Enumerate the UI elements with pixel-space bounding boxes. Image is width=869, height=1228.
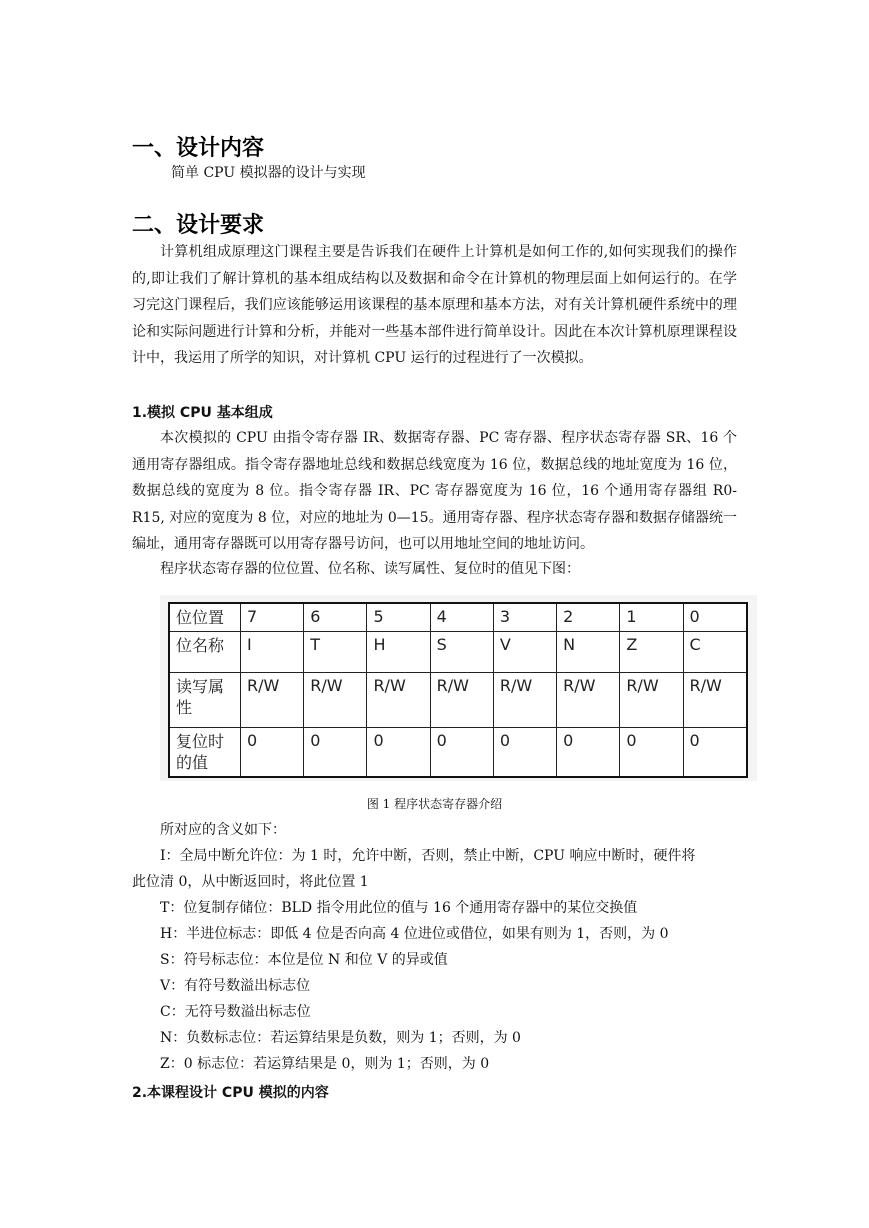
meaning-i-line2: 此位清 0，从中断返回时，将此位置 1 <box>132 874 369 890</box>
cell-name: H <box>367 632 430 673</box>
status-register-table <box>168 602 748 778</box>
cell-position: 3 <box>493 603 556 632</box>
meaning-i-line1: I：全局中断允许位：为 1 时，允许中断，否则，禁止中断，CPU 响应中断时，硬件将 <box>160 848 696 864</box>
cell-position: 1 <box>620 603 683 632</box>
cell-reset: 0 <box>367 728 430 778</box>
section1-subtitle: 简单 CPU 模拟器的设计与实现 <box>171 165 366 181</box>
row-header: 位位置 <box>169 603 241 632</box>
meaning-t: T：位复制存储位：BLD 指令用此位的值与 16 个通用寄存器中的某位交换值 <box>160 900 638 916</box>
row-header: 读写属性 <box>169 673 241 728</box>
cell-rw: R/W <box>620 673 683 728</box>
meanings-lead: 所对应的含义如下： <box>160 822 286 838</box>
row-header: 复位时的值 <box>169 728 241 778</box>
cell-name: S <box>430 632 493 673</box>
cell-rw: R/W <box>304 673 367 728</box>
meaning-s: S：符号标志位：本位是位 N 和位 V 的异或值 <box>160 952 448 968</box>
cell-reset: 0 <box>557 728 620 778</box>
cell-name: T <box>304 632 367 673</box>
section2-intro-paragraph: 计算机组成原理这门课程主要是告诉我们在硬件上计算机是如何工作的,如何实现我们的操作的,即让我们了解计算机的基本组成结构以及数据和命令在计算机的物理层面上如何运行的。在学习完这门课程后，我们应该能够运用该课程的基本原理和基本方法，对有关计算机硬件系统中的理论和实际问题进行计算和分析，并能对一些基本部件进行简单设计。因此在本次计算机原理课程设计中，我运用了所学的知识，对计算机 CPU 运行的过程进行了一次模拟。 <box>132 244 737 366</box>
subsection1-paragraph: 本次模拟的 CPU 由指令寄存器 IR、数据寄存器、PC 寄存器、程序状态寄存器 SR、16 个通用寄存器组成。指令寄存器地址总线和数据总线宽度为 16 位，数据总线的地址宽度为 16 位，数据总线的宽度为 8 位。指令寄存器 IR、PC 寄存器宽度为 16 位，16 个通用寄存器组 R0-R15, 对应的宽度为 8 位，对应的地址为 0—15。通用寄存器、程序状态寄存器和数据存储器统一编址，通用寄存器既可以用寄存器号访问，也可以用地址空间的地址访问。 <box>132 430 737 552</box>
meaning-z: Z：0 标志位：若运算结果是 0，则为 1；否则，为 0 <box>160 1056 490 1072</box>
cell-position: 7 <box>241 603 304 632</box>
cell-name: Z <box>620 632 683 673</box>
section1-heading: 一、设计内容 <box>132 136 265 161</box>
meaning-c: C：无符号数溢出标志位 <box>160 1004 311 1020</box>
cell-rw: R/W <box>430 673 493 728</box>
table-row-position <box>169 603 747 632</box>
cell-position: 0 <box>683 603 747 632</box>
subsection1-heading: 1.模拟 CPU 基本组成 <box>132 405 273 421</box>
cell-position: 6 <box>304 603 367 632</box>
table-row-name <box>169 632 747 673</box>
table-intro-line: 程序状态寄存器的位位置、位名称、读写属性、复位时的值见下图： <box>160 561 580 577</box>
cell-rw: R/W <box>241 673 304 728</box>
meaning-h: H：半进位标志：即低 4 位是否向高 4 位进位或借位，如果有则为 1，否则，为 0 <box>160 926 669 942</box>
cell-reset: 0 <box>683 728 747 778</box>
meaning-v: V：有符号数溢出标志位 <box>160 978 311 994</box>
cell-reset: 0 <box>493 728 556 778</box>
table-row-rw <box>169 673 747 728</box>
cell-name: V <box>493 632 556 673</box>
cell-reset: 0 <box>620 728 683 778</box>
cell-rw: R/W <box>557 673 620 728</box>
cell-rw: R/W <box>493 673 556 728</box>
cell-reset: 0 <box>241 728 304 778</box>
cell-position: 5 <box>367 603 430 632</box>
subsection2-heading: 2.本课程设计 CPU 模拟的内容 <box>132 1085 329 1101</box>
cell-rw: R/W <box>367 673 430 728</box>
cell-reset: 0 <box>304 728 367 778</box>
cell-position: 2 <box>557 603 620 632</box>
table-row-reset <box>169 728 747 778</box>
row-header: 位名称 <box>169 632 241 673</box>
cell-rw: R/W <box>683 673 747 728</box>
cell-name: N <box>557 632 620 673</box>
cell-name: I <box>241 632 304 673</box>
cell-position: 4 <box>430 603 493 632</box>
figure-caption: 图 1 程序状态寄存器介绍 <box>366 797 503 811</box>
cell-reset: 0 <box>430 728 493 778</box>
figure-status-register <box>160 595 757 781</box>
cell-name: C <box>683 632 747 673</box>
section2-heading: 二、设计要求 <box>132 213 265 238</box>
meaning-n: N：负数标志位：若运算结果是负数，则为 1；否则，为 0 <box>160 1030 521 1046</box>
